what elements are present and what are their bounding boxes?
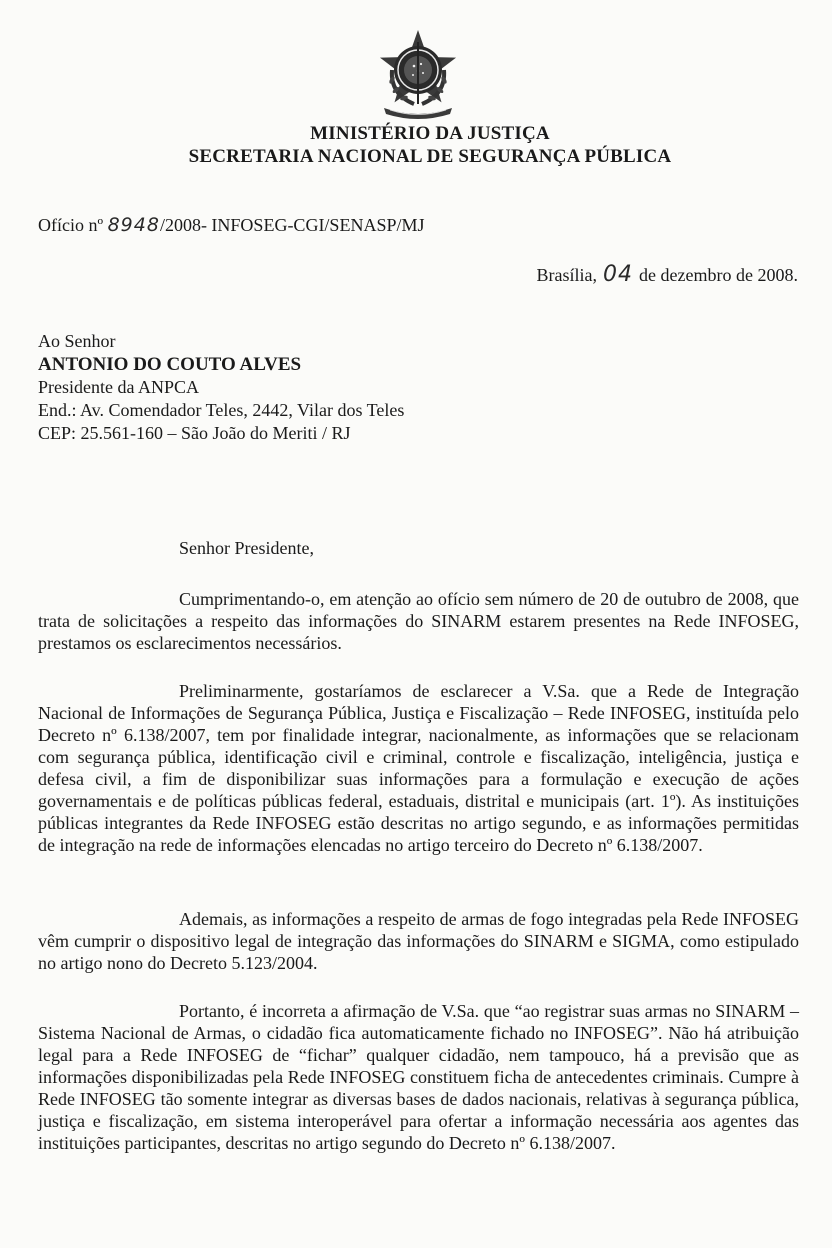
date-city: Brasília, (536, 265, 598, 285)
date-line (537, 262, 798, 287)
paragraph-3: Ademais, as informações a respeito de armas de fogo integradas pela Rede INFOSEG vêm cumprir o dispositivo legal de integração das informações do SINARM e SIGMA, como estipulado no artigo nono do Decreto 5.123/2004. (38, 909, 799, 973)
date-day-handwritten: 04 (603, 262, 634, 287)
addressee-address: End.: Av. Comendador Teles, 2442, Vilar dos Teles (38, 400, 405, 420)
paragraph-1: Cumprimentando-o, em atenção ao ofício sem número de 20 de outubro de 2008, que trata de solicitações a respeito das informações do SINARM estarem presentes na Rede INFOSEG, prestamos os esclarecimentos necessários. (38, 589, 799, 653)
addressee-block (38, 330, 404, 445)
oficio-reference (38, 214, 424, 236)
addressee-name: ANTONIO DO COUTO ALVES (38, 354, 302, 375)
letter-salutation: Senhor Presidente, (179, 538, 314, 558)
addressee-salutation: Ao Senhor (38, 331, 116, 351)
ministry-heading: MINISTÉRIO DA JUSTIÇA (310, 123, 550, 144)
oficio-suffix: /2008- INFOSEG-CGI/SENASP/MJ (159, 215, 425, 235)
date-rest: de dezembro de 2008. (639, 265, 798, 285)
oficio-number-handwritten: 8948 (107, 214, 160, 236)
secretariat-heading: SECRETARIA NACIONAL DE SEGURANÇA PÚBLICA (188, 146, 672, 167)
coat-of-arms-icon (370, 28, 466, 120)
paragraph-2: Preliminarmente, gostaríamos de esclarecer a V.Sa. que a Rede de Integração Nacional de Informações de Segurança Pública, Justiça e Fiscalização – Rede INFOSEG, instituída pelo Decreto nº 6.138/2007, tem por finalidade integrar, nacionalmente, as informações que se relacionam com segurança pública, identificação civil e criminal, controle e fiscalização, inteligência, justiça e defesa civil, a fim de disponibilizar suas informações para a formulação e execução de ações governamentais e de políticas públicas federal, estaduais, distrital e municipais (art. 1º). As instituições públicas integrantes da Rede INFOSEG estão descritas no artigo segundo, e as informações permitidas de integração na rede de informações elencadas no artigo terceiro do Decreto nº 6.138/2007. (38, 681, 799, 855)
oficio-prefix: Ofício nº (38, 215, 104, 235)
paragraph-4: Portanto, é incorreta a afirmação de V.Sa. que “ao registrar suas armas no SINARM – Sistema Nacional de Armas, o cidadão fica automaticamente fichado no INFOSEG”. Não há atribuição legal para a Rede INFOSEG de “fichar” qualquer cidadão, nem tampouco, há a previsão que as informações disponibilizadas pela Rede INFOSEG constituem ficha de antecedentes criminais. Cumpre à Rede INFOSEG tão somente integrar as diversas bases de dados nacionais, relativas à segurança pública, justiça e fiscalização, em sistema interoperável para ofertar a informação necessária aos agentes das instituições participantes, descritas no artigo segundo do Decreto nº 6.138/2007. (38, 1001, 799, 1153)
addressee-title: Presidente da ANPCA (38, 377, 199, 397)
addressee-cep: CEP: 25.561-160 – São João do Meriti / RJ (38, 423, 351, 443)
